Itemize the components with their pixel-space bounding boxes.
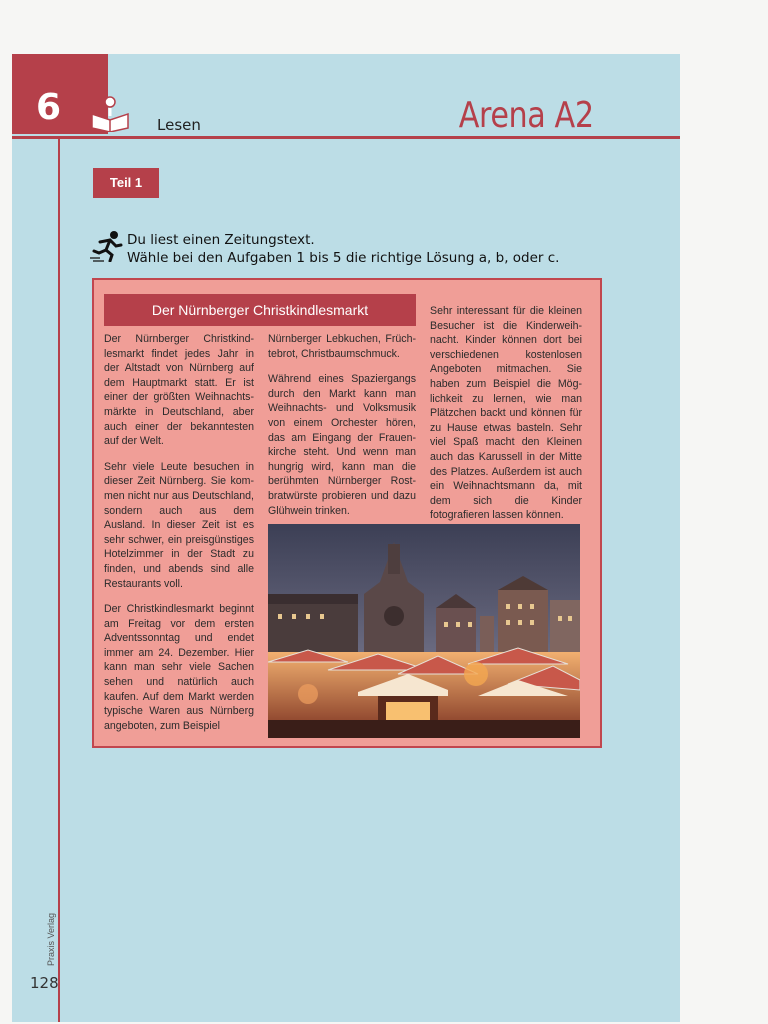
christmas-market-photo bbox=[268, 524, 580, 738]
part-label: Teil 1 bbox=[93, 168, 159, 198]
chapter-number: 6 bbox=[36, 87, 62, 128]
paragraph: Sehr viele Leute besuchen in dieser Zeit Nürnberg. Sie kommen nicht nur aus Deutschland, sondern auch aus dem Ausland. In dieser Zeit ist es sehr schwer, ein preisgünstiges Hotelzimmer in der Stadt zu finden, und abends sind alle Restaurants voll. bbox=[104, 460, 254, 590]
section-label: Lesen bbox=[157, 116, 201, 134]
publisher-credit: Praxis Verlag bbox=[46, 912, 56, 966]
article-headline: Der Nürnberger Christkindlesmarkt bbox=[104, 294, 416, 326]
article-column-1 bbox=[104, 332, 254, 744]
textbook-page bbox=[12, 54, 680, 1022]
header-rule bbox=[12, 136, 680, 139]
paragraph: Der Christkindlesmarkt beginnt am Freitag vor dem ersten Adventssonntag und endet immer am 24. Dezember. Hier kann man sehr viele Sachen sehen und natürlich auch kaufen. Auf dem Markt werden typische Waren aus Nürnberg angeboten, zum Beispiel bbox=[104, 603, 254, 732]
instruction-line-1: Du liest einen Zeitungstext. bbox=[127, 232, 315, 248]
newspaper-article bbox=[92, 278, 602, 748]
reading-book-icon bbox=[90, 94, 130, 132]
margin-rule bbox=[58, 136, 60, 1022]
page-number: 128 bbox=[30, 974, 59, 992]
paragraph: Sehr interessant für die kleinen Besucher ist die Kinderweihnacht. Kinder können dort bei verschiedenen kostenlosen Angeboten mitmachen. Sie haben zum Beispiel die Möglichkeit zu lernen, wie man Plätzchen backt und können für zu Hause etwas basteln. Sehr viel Spaß macht den Kleinen auch das Karussell in der Mitte des Platzes. Außerdem ist auch ein Weihnachtsmann da, mit dem sich die Kinder fotografieren lassen können. bbox=[430, 305, 582, 522]
paragraph: Nürnberger Lebkuchen, Früchtebrot, Christbaumschmuck. bbox=[268, 333, 416, 360]
paragraph: Der Nürnberger Christkindlesmarkt findet jedes Jahr in der Altstadt von Nürnberg auf dem Hauptmarkt statt. Er ist einer der größten Weihnachtsmärkte in Deutschland, aber auch einer der bekanntesten auf der Welt. bbox=[104, 333, 254, 448]
series-title: Arena A2 bbox=[459, 95, 594, 136]
runner-icon bbox=[90, 230, 124, 262]
instruction-line-2: Wähle bei den Aufgaben 1 bis 5 die richtige Lösung a, b, oder c. bbox=[127, 250, 560, 266]
article-column-3 bbox=[430, 304, 582, 534]
article-column-2 bbox=[268, 332, 416, 529]
paragraph: Während eines Spaziergangs durch den Markt kann man Weihnachts- und Volksmusik von einem Orchester hören, das am Eingang der Frauenkirche steht. Und wenn man hungrig wird, kann man die berühmten Nürnberger Rostbratwürste probieren und dazu Glühwein trinken. bbox=[268, 373, 416, 517]
